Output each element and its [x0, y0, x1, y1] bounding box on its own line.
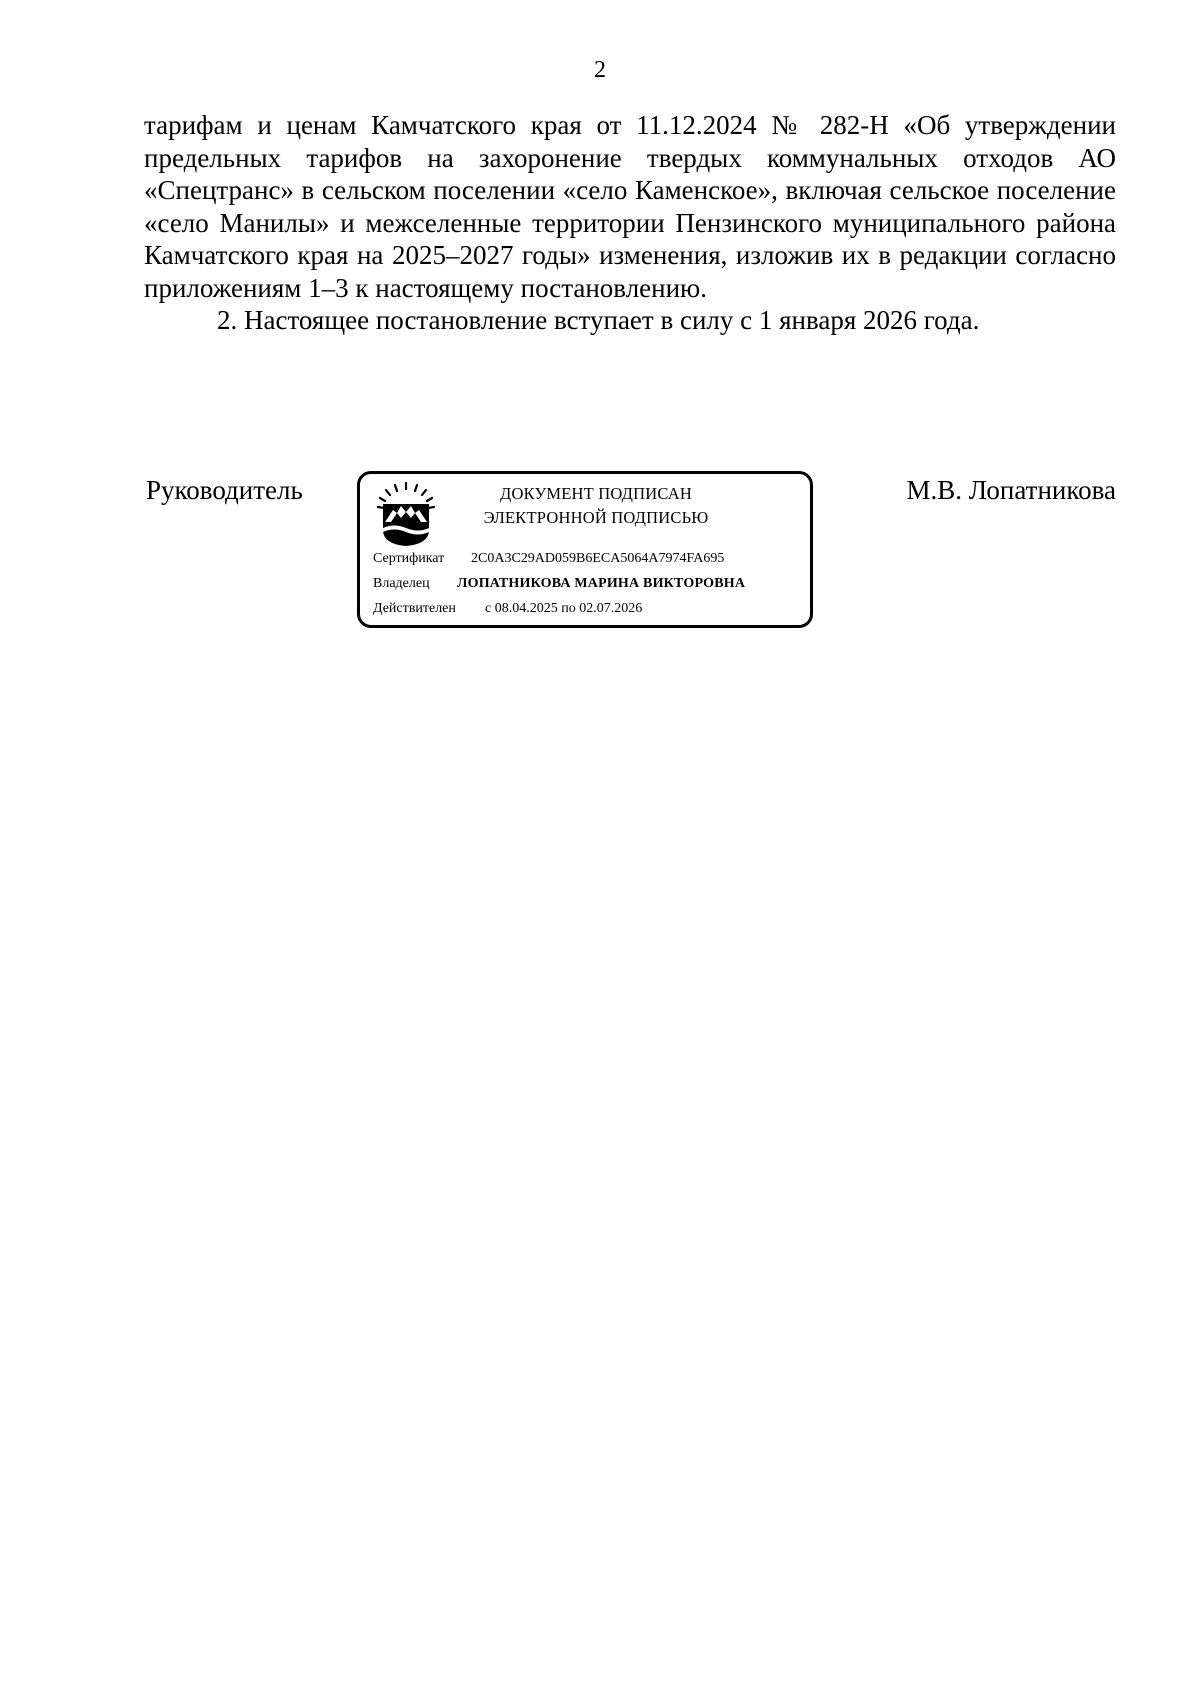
page-number: 2 [594, 57, 606, 83]
stamp-validity-row [373, 600, 642, 618]
owner-value: ЛОПАТНИКОВА МАРИНА ВИКТОРОВНА [457, 576, 746, 591]
kamchatka-coat-of-arms-icon [375, 480, 437, 548]
valid-value: с 08.04.2025 по 02.07.2026 [485, 601, 643, 616]
certificate-value: 2C0A3C29AD059B6ECA5064A7974FA695 [471, 551, 725, 566]
document-body [144, 109, 1116, 337]
owner-label: Владелец [373, 576, 430, 591]
stamp-heading-line-2: ЭЛЕКТРОННОЙ ПОДПИСЬЮ [483, 508, 709, 527]
signatory-role: Руководитель [146, 475, 303, 505]
signatory-name: М.В. Лопатникова [906, 475, 1116, 505]
stamp-heading [446, 482, 746, 530]
body-paragraph-1: тарифам и ценам Камчатского края от 11.12.2024 № 282-Н «Об утверждении предельных тарифов на захоронение твердых коммунальных отходов АО «Спецтранс» в сельском поселении «село Каменское», включая сельское поселение «село Манилы» и межселенные территории Пензинского муниципального района Камчатского края на 2025–2027 годы» изменения, изложив их в редакции согласно приложениям 1–3 к настоящему постановлению. [144, 110, 1116, 303]
electronic-signature-stamp [357, 471, 813, 628]
stamp-heading-line-1: ДОКУМЕНТ ПОДПИСАН [500, 484, 692, 503]
body-paragraph-2: 2. Настоящее постановление вступает в силу с 1 января 2026 года. [217, 305, 980, 335]
valid-label: Действителен [373, 601, 456, 616]
certificate-label: Сертификат [373, 551, 445, 566]
stamp-owner-row [373, 575, 745, 593]
stamp-certificate-row [373, 550, 724, 568]
